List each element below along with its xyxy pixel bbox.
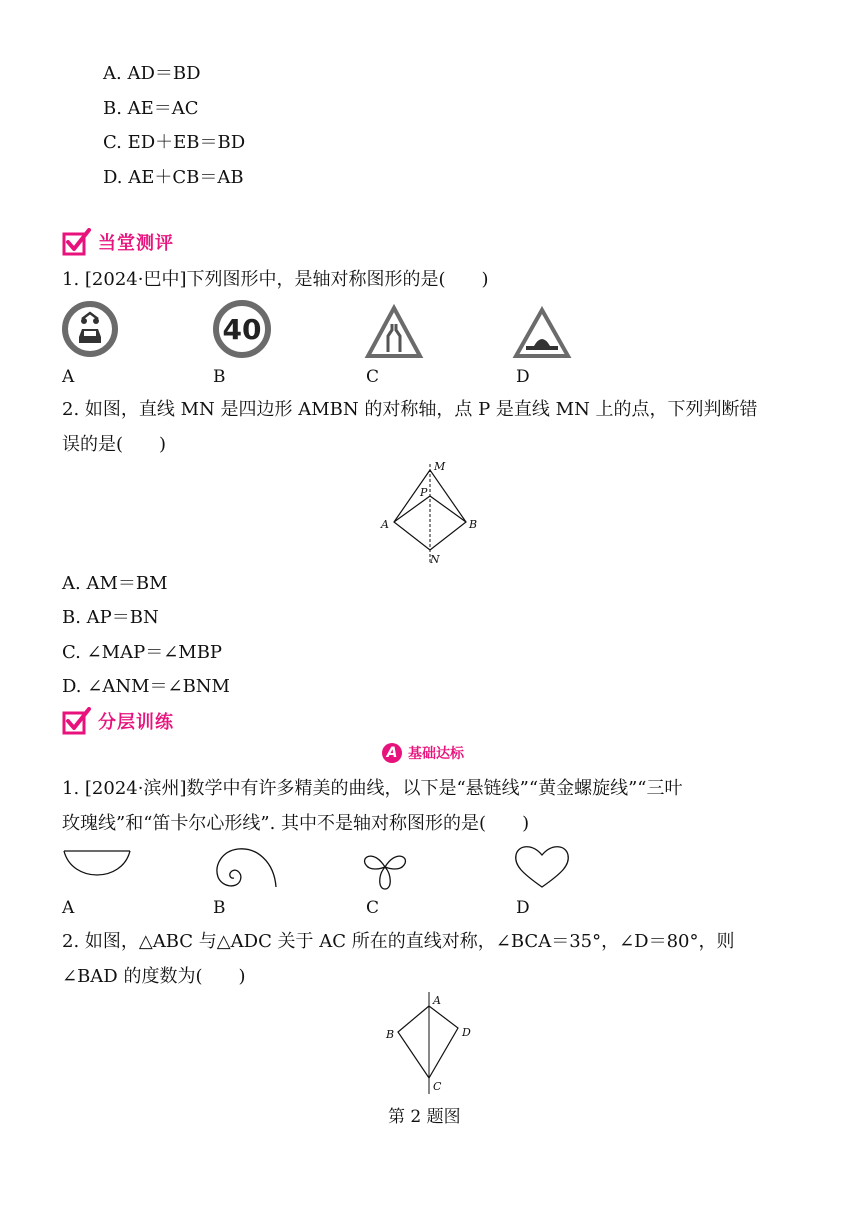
choice-label-c: C <box>366 367 380 387</box>
checkbox-icon <box>62 228 92 256</box>
road-narrows-sign-icon <box>364 304 424 360</box>
point-label-a: A <box>433 994 441 1007</box>
option-c: C. ED＋EB＝BD <box>103 132 246 153</box>
quadrilateral-figure <box>380 990 480 1098</box>
question-text: 2. 如图，△ABC 与△ADC 关于 AC 所在的直线对称，∠BCA＝35°，∠D＝80°，则 <box>62 931 735 952</box>
point-label-b: B <box>386 1028 395 1041</box>
option-a: A. AM＝BM <box>62 573 168 594</box>
option-a: A. AD＝BD <box>103 63 201 84</box>
subsection-heading <box>382 743 464 763</box>
section-title: 当堂测评 <box>98 233 174 254</box>
question-text: 1. [2024·巴中]下列图形中，是轴对称图形的是( ) <box>62 269 489 290</box>
question-text: 1. [2024·滨州]数学中有许多精美的曲线，以下是“悬链线”“黄金螺旋线”“三叶 <box>62 778 683 799</box>
point-label-c: C <box>433 1080 442 1093</box>
kite-figure <box>370 458 490 568</box>
hump-bridge-sign-icon <box>512 306 572 360</box>
question-text: 误的是( ) <box>62 434 167 455</box>
option-c: C. ∠MAP＝∠MBP <box>62 642 223 663</box>
choice-label-b: B <box>213 898 226 918</box>
choice-label-b: B <box>213 367 226 387</box>
option-d: D. AE＋CB＝AB <box>103 167 244 188</box>
catenary-curve-icon <box>60 843 136 895</box>
point-label-d: D <box>462 1026 471 1039</box>
figure-caption: 第 2 题图 <box>388 1107 461 1127</box>
section-heading-layered-training <box>62 707 174 735</box>
option-b: B. AP＝BN <box>62 607 159 628</box>
level-badge: A <box>382 743 402 763</box>
section-heading-class-test <box>62 228 174 256</box>
question-text: 玫瑰线”和“笛卡尔心形线”. 其中不是轴对称图形的是( ) <box>62 813 530 834</box>
option-d: D. ∠ANM＝∠BNM <box>62 676 230 697</box>
golden-spiral-icon <box>210 843 282 891</box>
speed-number: 40 <box>222 313 262 346</box>
cardioid-heart-icon <box>512 843 572 893</box>
three-leaf-rose-icon <box>360 843 410 893</box>
no-vehicles-sign-icon <box>62 299 118 359</box>
question-text: 2. 如图，直线 MN 是四边形 AMBN 的对称轴，点 P 是直线 MN 上的点，下列判断错 <box>62 399 758 420</box>
section-title: 分层训练 <box>98 712 174 733</box>
checkbox-icon <box>62 707 92 735</box>
point-label-a: A <box>381 518 389 531</box>
question-text: ∠BAD 的度数为( ) <box>62 966 246 987</box>
point-label-n: N <box>430 553 440 566</box>
choice-label-a: A <box>62 367 75 387</box>
choice-label-d: D <box>516 367 530 387</box>
point-label-m: M <box>434 460 446 473</box>
point-label-p: P <box>420 486 428 499</box>
option-b: B. AE＝AC <box>103 98 199 119</box>
choice-label-c: C <box>366 898 380 918</box>
speed-limit-sign-icon <box>212 299 272 359</box>
choice-label-a: A <box>62 898 75 918</box>
point-label-b: B <box>469 518 478 531</box>
choice-label-d: D <box>516 898 530 918</box>
subsection-title: 基础达标 <box>408 746 464 762</box>
